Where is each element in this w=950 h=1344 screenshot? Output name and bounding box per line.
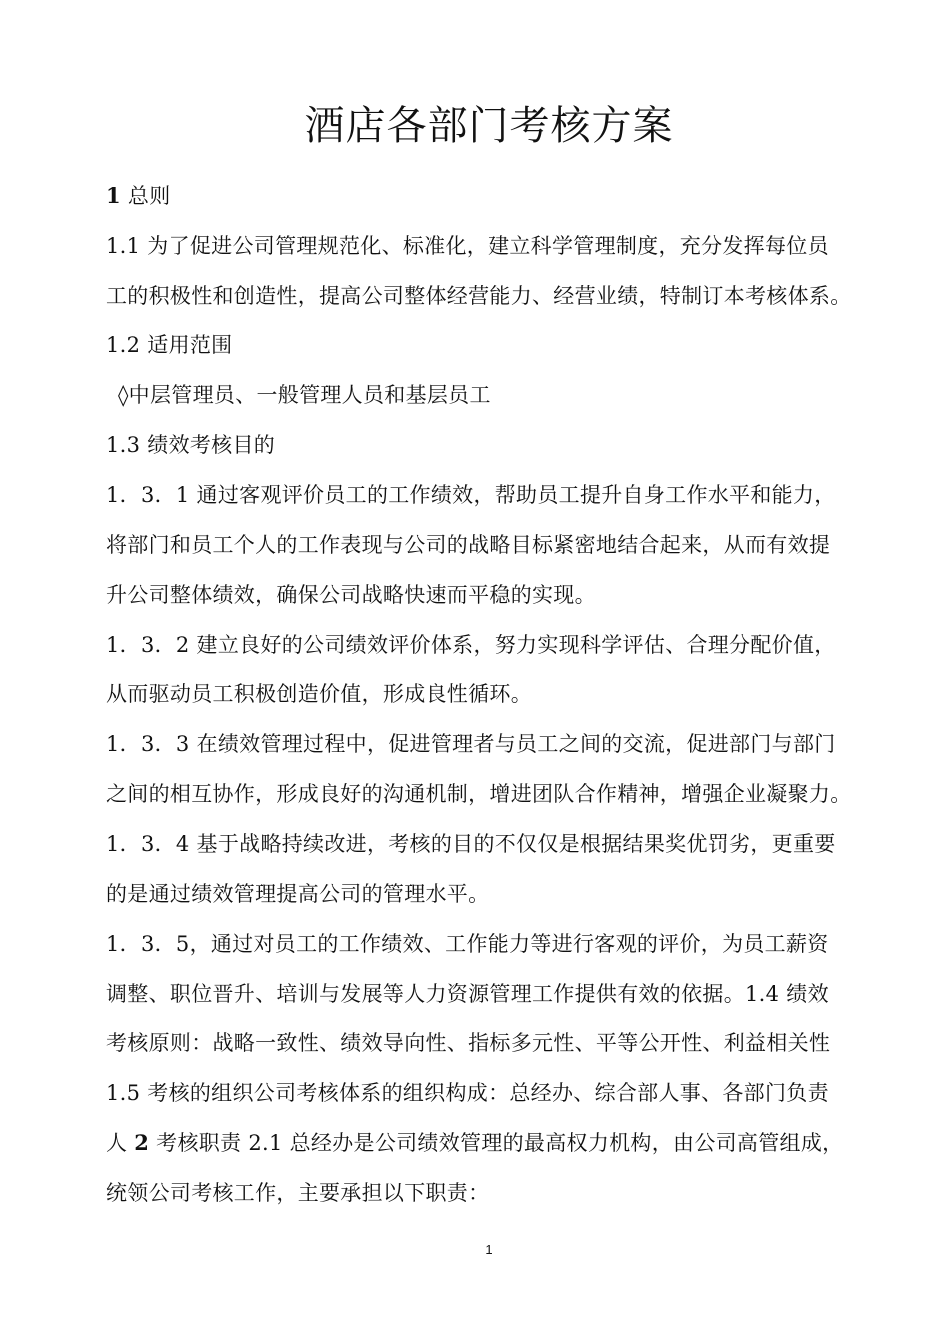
paragraph-line: 统领公司考核工作，主要承担以下职责： (106, 1181, 490, 1205)
paragraph-line: 调整、职位晋升、培训与发展等人力资源管理工作提供有效的依据。1.4 绩效 (106, 982, 829, 1006)
paragraph-line: 将部门和员工个人的工作表现与公司的战略目标紧密地结合起来，从而有效提 (106, 533, 831, 557)
section-title: 总则 (127, 184, 171, 208)
paragraph-line: 1．3．2 建立良好的公司绩效评价体系，努力实现科学评估、合理分配价值， (106, 633, 836, 657)
paragraph-line: 1.1 为了促进公司管理规范化、标准化，建立科学管理制度，充分发挥每位员 (106, 234, 829, 258)
page-number: 1 (485, 1242, 493, 1257)
paragraph-line (106, 1128, 843, 1158)
paragraph-line: 1.5 考核的组织公司考核体系的组织构成：总经办、综合部人事、各部门负责 (106, 1081, 829, 1105)
paragraph-line: 1．3．3 在绩效管理过程中，促进管理者与员工之间的交流，促进部门与部门 (106, 732, 836, 756)
section-heading (106, 181, 171, 211)
section-number: 1 (106, 183, 121, 208)
paragraph-line: 从而驱动员工积极创造价值，形成良性循环。 (106, 682, 532, 706)
line-text: 人 (106, 1131, 135, 1155)
paragraph-line: 考核原则：战略一致性、绩效导向性、指标多元性、平等公开性、利益相关性 (106, 1031, 831, 1055)
paragraph-line: 1.3 绩效考核目的 (106, 433, 276, 457)
paragraph-line: 1．3．4 基于战略持续改进，考核的目的不仅仅是根据结果奖优罚劣，更重要 (106, 832, 836, 856)
bullet-line: ◊中层管理员、一般管理人员和基层员工 (118, 383, 491, 407)
line-text: 考核职责 2.1 总经办是公司绩效管理的最高权力机构，由公司高管组成， (149, 1131, 844, 1155)
paragraph-line: 工的积极性和创造性，提高公司整体经营能力、经营业绩，特制订本考核体系。 (106, 284, 852, 308)
section-number: 2 (134, 1130, 150, 1155)
document-title: 酒店各部门考核方案 (304, 103, 674, 149)
paragraph-line: 1.2 适用范围 (106, 333, 233, 357)
paragraph-line: 1．3．5，通过对员工的工作绩效、工作能力等进行客观的评价，为员工薪资 (106, 932, 829, 956)
paragraph-line: 1．3．1 通过客观评价员工的工作绩效，帮助员工提升自身工作水平和能力， (106, 483, 836, 507)
paragraph-line: 之间的相互协作，形成良好的沟通机制，增进团队合作精神，增强企业凝聚力。 (106, 782, 852, 806)
paragraph-line: 升公司整体绩效，确保公司战略快速而平稳的实现。 (106, 583, 596, 607)
paragraph-line: 的是通过绩效管理提高公司的管理水平。 (106, 882, 490, 906)
